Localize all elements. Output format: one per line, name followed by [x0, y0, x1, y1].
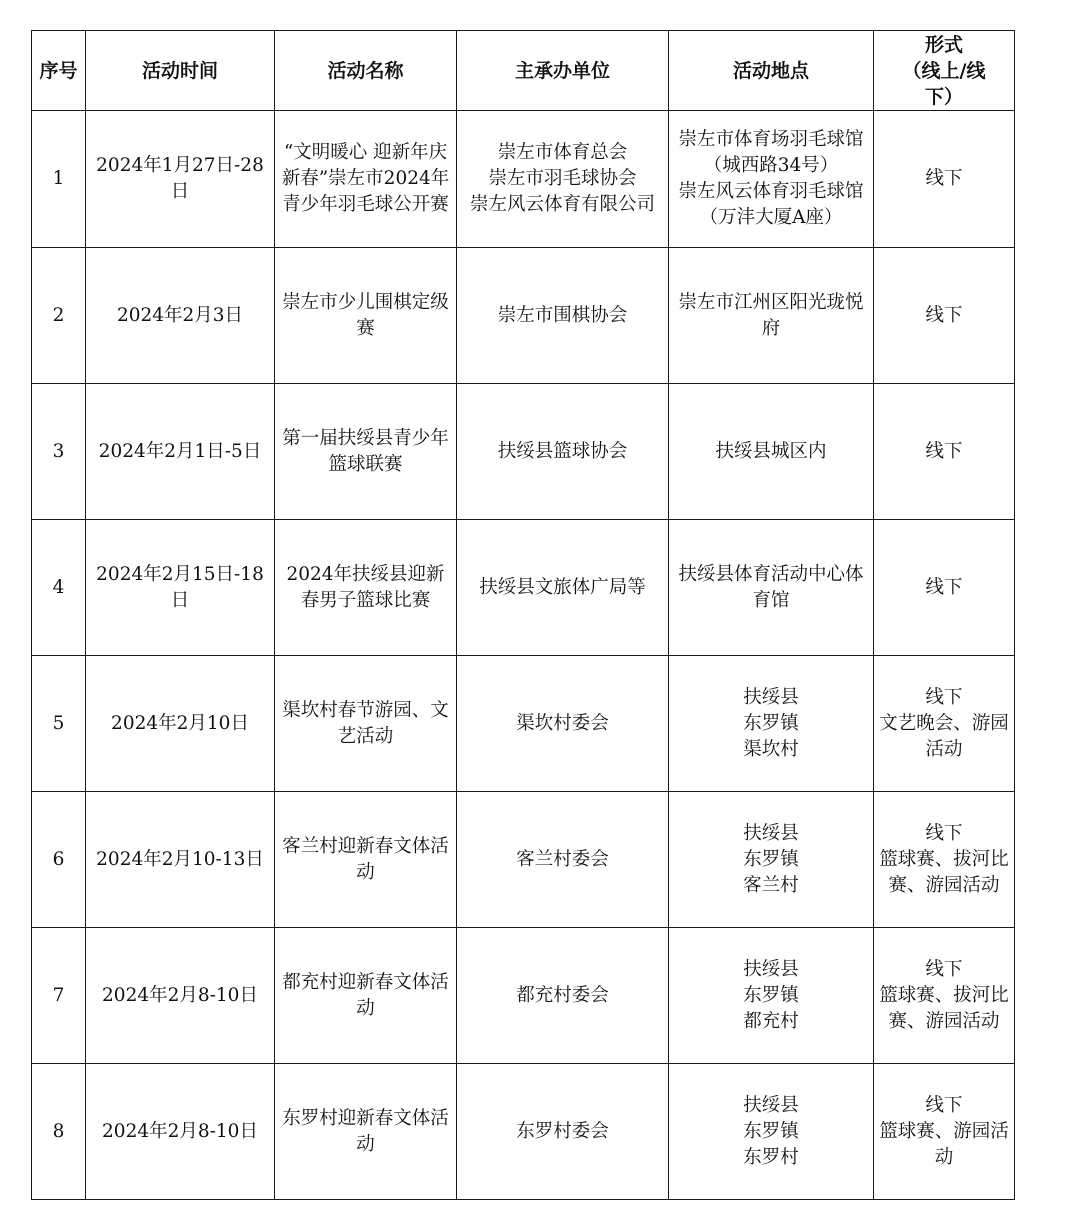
table-header: [32, 31, 1015, 111]
cell-name: 东罗村迎新春文体活动: [275, 1064, 457, 1200]
header-time: 活动时间: [86, 31, 275, 111]
cell-time: 2024年2月3日: [86, 248, 275, 384]
table-row: [32, 792, 1015, 928]
table-row: [32, 656, 1015, 792]
cell-time: 2024年1月27日-28日: [86, 111, 275, 248]
cell-name: 渠坎村春节游园、文艺活动: [275, 656, 457, 792]
cell-organizer-text: 扶绥县篮球协会: [497, 440, 628, 462]
cell-index: 6: [32, 792, 86, 928]
cell-location-text: 扶绥县 东罗镇 渠坎村: [743, 686, 799, 760]
header-format-text: 形式 （线上/线 下）: [902, 33, 986, 108]
table-row: [32, 1064, 1015, 1200]
cell-time: 2024年2月1日-5日: [86, 384, 275, 520]
cell-location-text: 崇左市江州区阳光珑悦府: [678, 291, 864, 339]
cell-organizer-text: 扶绥县文旅体广局等: [479, 576, 646, 598]
cell-location-text: 扶绥县城区内: [715, 440, 827, 462]
cell-format-text: 线下 篮球赛、拔河比赛、游园活动: [879, 822, 1009, 896]
cell-time: 2024年2月15日-18日: [86, 520, 275, 656]
cell-organizer-text: 渠坎村委会: [516, 712, 609, 734]
cell-format: [874, 111, 1015, 248]
cell-organizer: [457, 520, 669, 656]
cell-location-text: 崇左市体育场羽毛球馆（城西路34号） 崇左风云体育羽毛球馆（万沣大厦A座）: [678, 129, 864, 228]
table-body: [32, 111, 1015, 1200]
cell-format-text: 线下: [925, 440, 963, 462]
cell-organizer: [457, 656, 669, 792]
cell-index: 4: [32, 520, 86, 656]
cell-format: [874, 520, 1015, 656]
cell-organizer: [457, 928, 669, 1064]
cell-index: 8: [32, 1064, 86, 1200]
cell-location-text: 扶绥县 东罗镇 都充村: [743, 958, 799, 1032]
cell-location: [669, 520, 874, 656]
cell-location: [669, 792, 874, 928]
header-organizer: 主承办单位: [457, 31, 669, 111]
header-name: 活动名称: [275, 31, 457, 111]
cell-index: 1: [32, 111, 86, 248]
cell-location: [669, 111, 874, 248]
cell-organizer: [457, 248, 669, 384]
cell-organizer-text: 都充村委会: [516, 984, 609, 1006]
cell-location: [669, 656, 874, 792]
cell-location-text: 扶绥县 东罗镇 东罗村: [743, 1094, 799, 1168]
cell-format: [874, 1064, 1015, 1200]
cell-name: 客兰村迎新春文体活动: [275, 792, 457, 928]
table-row: [32, 248, 1015, 384]
cell-location-text: 扶绥县 东罗镇 客兰村: [743, 822, 799, 896]
table-row: [32, 111, 1015, 248]
cell-location: [669, 248, 874, 384]
header-format: [874, 31, 1015, 111]
cell-format-text: 线下: [925, 304, 963, 326]
events-table: [31, 30, 1015, 1200]
cell-name: 崇左市少儿围棋定级赛: [275, 248, 457, 384]
cell-format-text: 线下: [925, 576, 963, 598]
cell-index: 7: [32, 928, 86, 1064]
events-table-container: [31, 30, 1014, 1200]
table-row: [32, 928, 1015, 1064]
cell-organizer-text: 崇左市围棋协会: [497, 304, 628, 326]
cell-index: 5: [32, 656, 86, 792]
cell-organizer: [457, 792, 669, 928]
cell-location: [669, 928, 874, 1064]
cell-organizer-text: 东罗村委会: [516, 1120, 609, 1142]
header-row: [32, 31, 1015, 111]
cell-location: [669, 384, 874, 520]
cell-time: 2024年2月8-10日: [86, 1064, 275, 1200]
cell-organizer: [457, 1064, 669, 1200]
cell-format-text: 线下 篮球赛、拔河比赛、游园活动: [879, 958, 1009, 1032]
header-index: 序号: [32, 31, 86, 111]
cell-organizer-text: 崇左市体育总会 崇左市羽毛球协会 崇左风云体育有限公司: [469, 142, 655, 215]
cell-organizer-text: 客兰村委会: [516, 848, 609, 870]
header-location: 活动地点: [669, 31, 874, 111]
table-row: [32, 520, 1015, 656]
cell-format-text: 线下: [925, 168, 963, 189]
cell-name: “文明暖心 迎新年庆新春”崇左市2024年青少年羽毛球公开赛: [275, 111, 457, 248]
cell-name: 都充村迎新春文体活动: [275, 928, 457, 1064]
cell-format: [874, 792, 1015, 928]
cell-index: 3: [32, 384, 86, 520]
cell-name: 第一届扶绥县青少年篮球联赛: [275, 384, 457, 520]
cell-organizer: [457, 111, 669, 248]
cell-location-text: 扶绥县体育活动中心体育馆: [678, 563, 864, 611]
cell-format: [874, 248, 1015, 384]
table-row: [32, 384, 1015, 520]
cell-name: 2024年扶绥县迎新春男子篮球比赛: [275, 520, 457, 656]
cell-format: [874, 384, 1015, 520]
cell-time: 2024年2月8-10日: [86, 928, 275, 1064]
cell-location: [669, 1064, 874, 1200]
cell-format-text: 线下 篮球赛、游园活动: [879, 1094, 1009, 1168]
cell-time: 2024年2月10-13日: [86, 792, 275, 928]
cell-time: 2024年2月10日: [86, 656, 275, 792]
cell-format: [874, 656, 1015, 792]
cell-format: [874, 928, 1015, 1064]
cell-format-text: 线下 文艺晚会、游园活动: [879, 686, 1009, 760]
cell-organizer: [457, 384, 669, 520]
cell-index: 2: [32, 248, 86, 384]
